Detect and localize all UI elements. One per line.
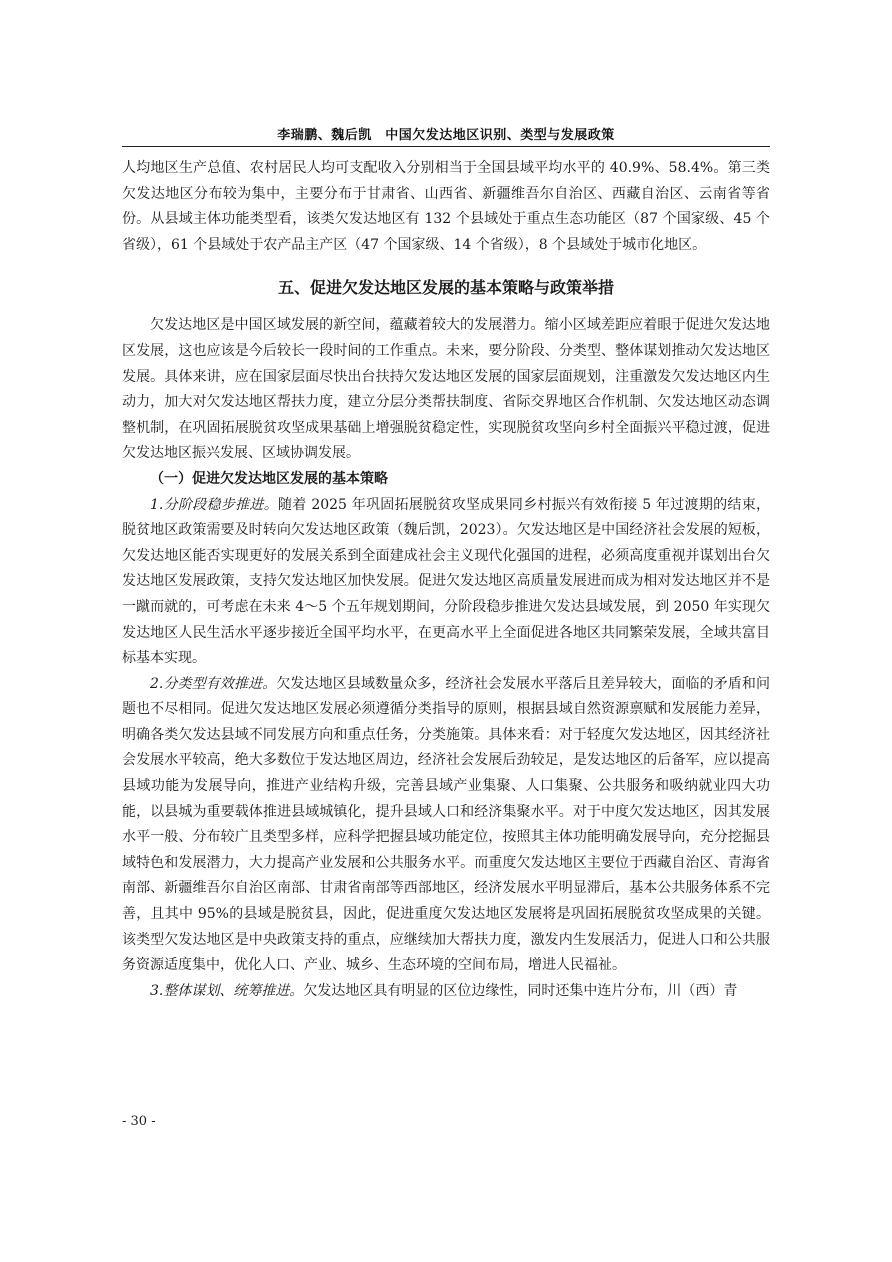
strategy-2-paragraph — [122, 672, 770, 979]
body-text — [122, 156, 770, 1004]
page-number: - 30 - — [122, 1114, 156, 1129]
running-header: 李瑞鹏、魏后凯 中国欠发达地区识别、类型与发展政策 — [277, 128, 615, 143]
header-rule — [122, 146, 770, 147]
strategy-3-text: 欠发达地区具有明显的区位边缘性，同时还集中连片分布，川（西）青 — [303, 982, 738, 999]
strategy-2-lead: 2.分类型有效推进。 — [150, 675, 277, 692]
strategy-2-text: 欠发达地区县域数量众多，经济社会发展水平落后且差异较大，面临的矛盾和问题也不尽相同。促进欠发达地区发展必须遵循分类指导的原则，根据县域自然资源禀赋和发展能力差异，明确各类欠发达县域不同发展方向和重点任务，分类施策。具体来看：对于轻度欠发达地区，因其经济社会发展水平较高，绝大多数位于发达地区周边，经济社会发展后劲较足，是发达地区的后备军，应以提高县域功能为发展导向，推进产业结构升级，完善县域产业集聚、人口集聚、公共服务和吸纳就业四大功能，以县城为重要载体推进县域城镇化，提升县域人口和经济集聚水平。对于中度欠发达地区，因其发展水平一般、分布较广且类型多样，应科学把握县域功能定位，按照其主体功能明确发展导向，充分挖掘县域特色和发展潜力，大力提高产业发展和公共服务水平。而重度欠发达地区主要位于西藏自治区、青海省南部、新疆维吾尔自治区南部、甘肃省南部等西部地区，经济发展水平明显滞后，基本公共服务体系不完善，且其中 95%的县域是脱贫县，因此，促进重度欠发达地区发展将是巩固拓展脱贫攻坚成果的关键。该类型欠发达地区是中央政策支持的重点，应继续加大帮扶力度，激发内生发展活力，促进人口和公共服务资源适度集中，优化人口、产业、城乡、生态环境的空间布局，增进人民福祉。 — [122, 675, 770, 974]
subsection-title: （一）促进欠发达地区发展的基本策略 — [150, 470, 388, 487]
strategy-1-text: 随着 2025 年巩固拓展脱贫攻坚成果同乡村振兴有效衔接 5 年过渡期的结束，脱贫地区政策需要及时转向欠发达地区政策（魏后凯，2023）。欠发达地区是中国经济社会发展的短板，欠发达地区能否实现更好的发展关系到全面建成社会主义现代化强国的进程，必须高度重视并谋划出台欠发达地区发展政策，支持欠发达地区加快发展。促进欠发达地区高质量发展进而成为相对发达地区并不是一蹴而就的，可考虑在未来 4～5 个五年规划期间，分阶段稳步推进欠发达县域发展，到 2050 年实现欠发达地区人民生活水平逐步接近全国平均水平，在更高水平上全面促进各地区共同繁荣发展，全域共富目标基本实现。 — [122, 496, 770, 667]
section-title: 五、促进欠发达地区发展的基本策略与政策举措 — [277, 278, 614, 298]
strategy-3-paragraph — [122, 979, 770, 1005]
strategy-1-paragraph — [122, 493, 770, 672]
strategy-1-lead: 1.分阶段稳步推进。 — [150, 496, 278, 513]
strategy-3-lead: 3.整体谋划、统筹推进。 — [150, 982, 304, 999]
intro-paragraph: 欠发达地区是中国区域发展的新空间，蕴藏着较大的发展潜力。缩小区域差距应着眼于促进欠发达地区发展，这也应该是今后较长一段时间的工作重点。未来，要分阶段、分类型、整体谋划推动欠发达地区发展。具体来讲，应在国家层面尽快出台扶持欠发达地区发展的国家层面规划，注重激发欠发达地区内生动力，加大对欠发达地区帮扶力度，建立分层分类帮扶制度、省际交界地区合作机制、欠发达地区动态调整机制，在巩固拓展脱贫攻坚成果基础上增强脱贫稳定性，实现脱贫攻坚向乡村全面振兴平稳过渡，促进欠发达地区振兴发展、区域协调发展。 — [122, 317, 770, 462]
carryover-paragraph: 人均地区生产总值、农村居民人均可支配收入分别相当于全国县域平均水平的 40.9%、58.4%。第三类欠发达地区分布较为集中，主要分布于甘肃省、山西省、新疆维吾尔自治区、西藏自治区、云南省等省份。从县域主体功能类型看，该类欠发达地区有 132 个县域处于重点生态功能区（87 个国家级、45 个省级），61 个县域处于农产品主产区（47 个国家级、14 个省级），8 个县域处于城市化地区。 — [122, 160, 770, 253]
